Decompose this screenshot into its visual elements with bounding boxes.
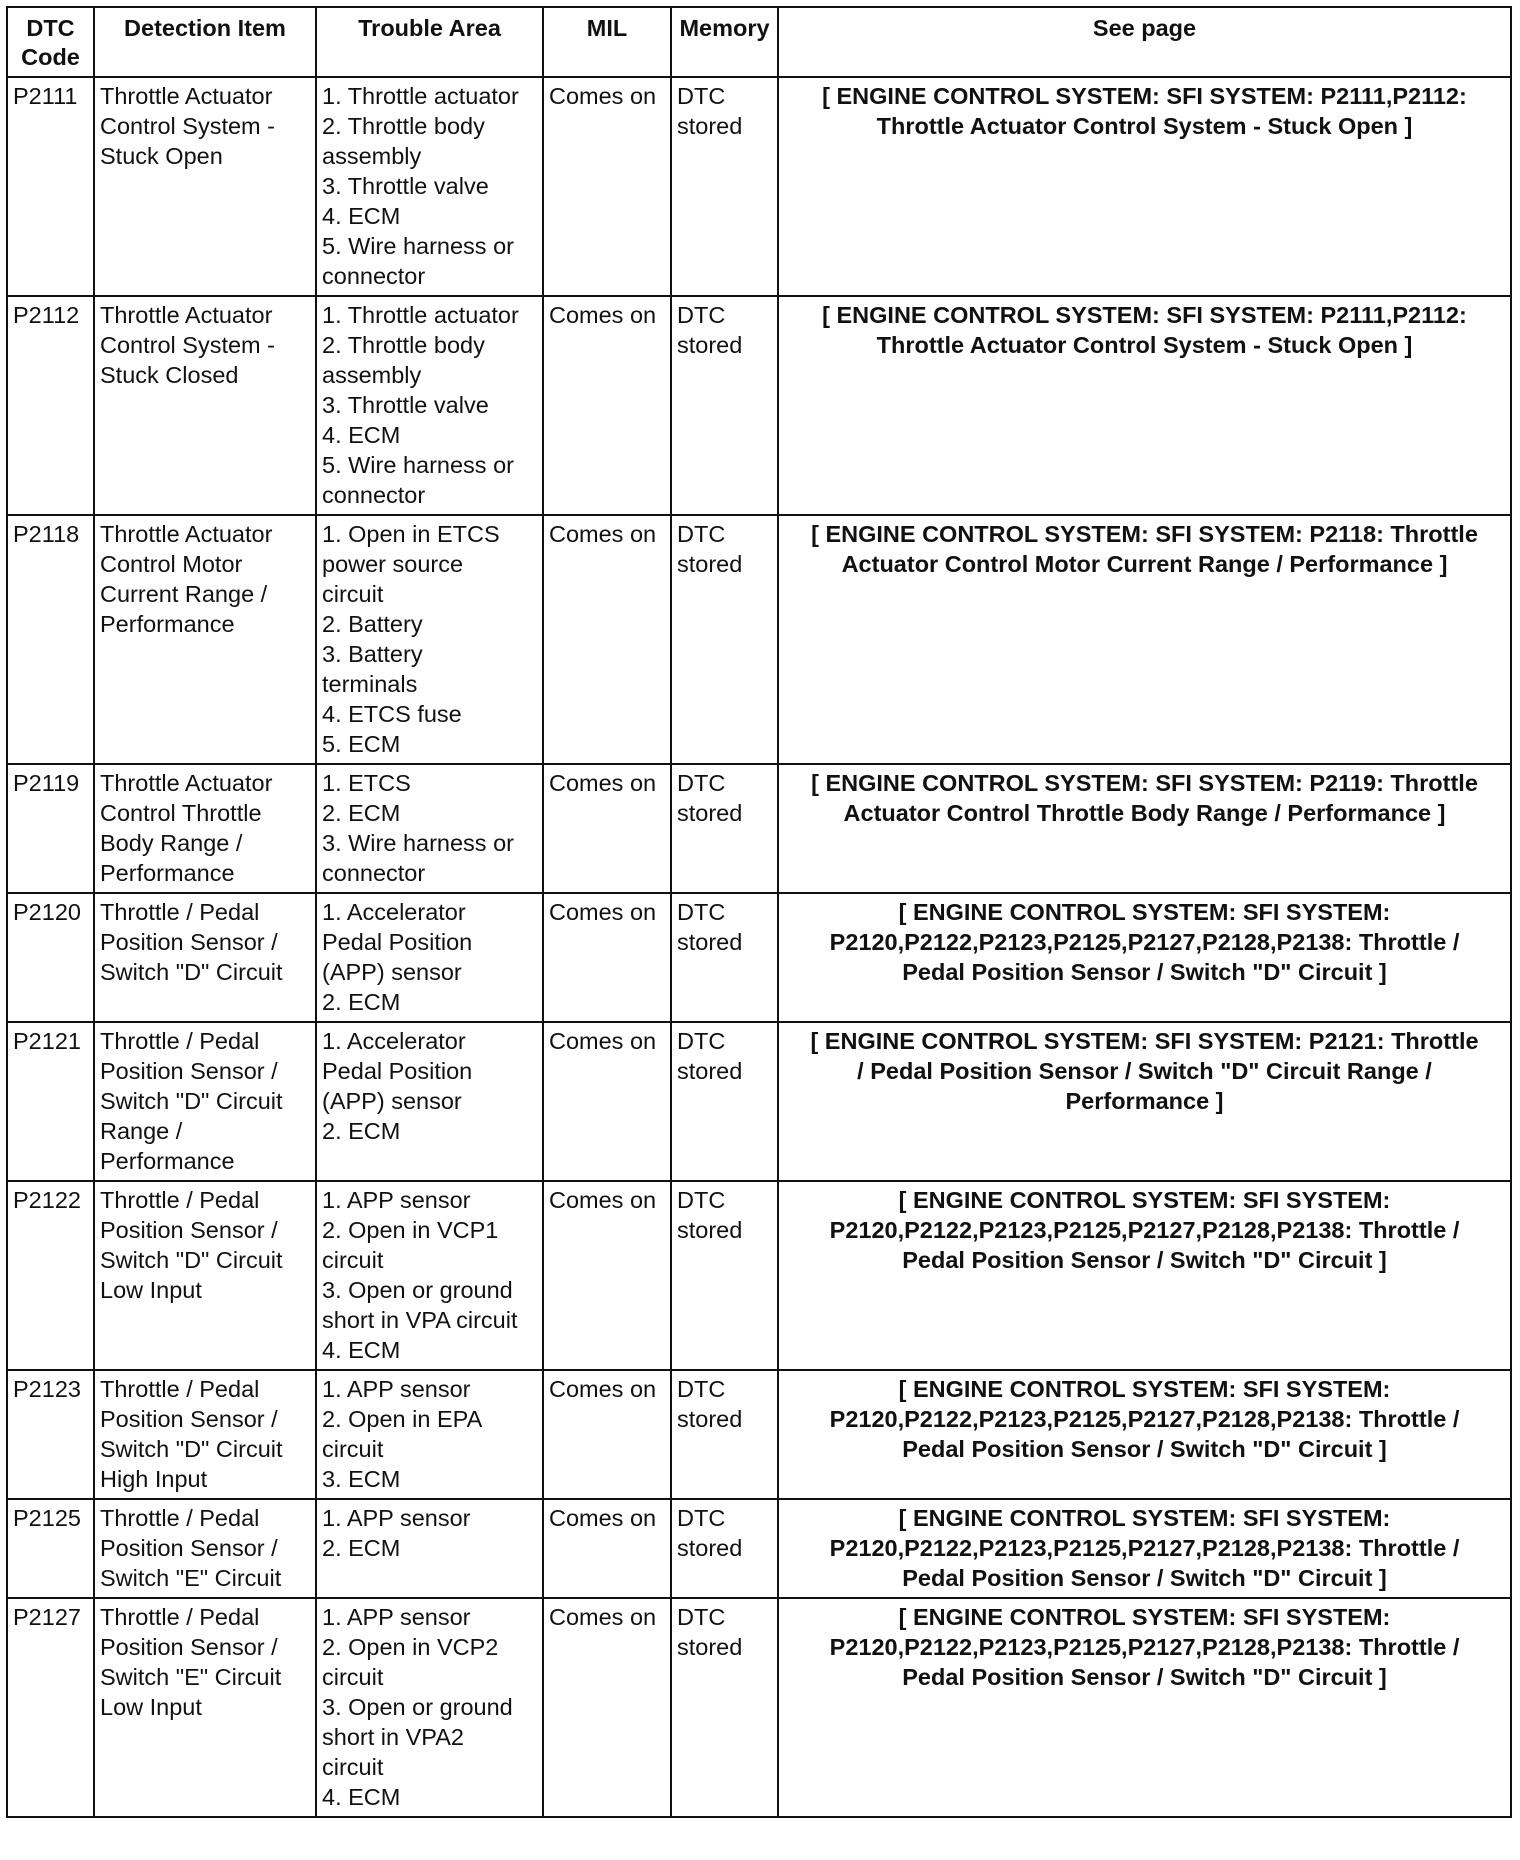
trouble-area-line: 4. ECM — [322, 1337, 401, 1363]
memory-line: DTC — [677, 1376, 726, 1402]
detection-item-line: Position Sensor / — [100, 1406, 278, 1432]
detection-item-line: Throttle / Pedal — [100, 1028, 260, 1054]
trouble-area-line: 2. ECM — [322, 1535, 401, 1561]
table-row — [7, 764, 1511, 893]
table-row — [7, 1598, 1511, 1817]
memory-line: stored — [677, 113, 743, 139]
header-detection-item: Detection Item — [94, 7, 316, 77]
table-row — [7, 1499, 1511, 1598]
detection-item-line: Throttle Actuator — [100, 83, 273, 109]
detection-item-line: Position Sensor / — [100, 1634, 278, 1660]
mil-cell: Comes on — [543, 1022, 671, 1181]
memory-line: stored — [677, 1634, 743, 1660]
trouble-area-line: 2. Throttle body — [322, 113, 485, 139]
detection-item-line: Throttle / Pedal — [100, 1604, 260, 1630]
detection-item-line: Throttle Actuator — [100, 302, 273, 328]
detection-item-line: Control Motor — [100, 551, 243, 577]
dtc-code-cell: P2127 — [7, 1598, 94, 1817]
trouble-area-cell — [316, 764, 543, 893]
mil-cell: Comes on — [543, 1370, 671, 1499]
memory-cell — [671, 77, 778, 296]
trouble-area-line: circuit — [322, 1664, 384, 1690]
detection-item-line: Position Sensor / — [100, 1058, 278, 1084]
trouble-area-line: connector — [322, 482, 426, 508]
trouble-area-line: power source — [322, 551, 464, 577]
dtc-code-cell: P2122 — [7, 1181, 94, 1370]
trouble-area-line: 1. APP sensor — [322, 1604, 471, 1630]
dtc-code-cell: P2121 — [7, 1022, 94, 1181]
trouble-area-line: assembly — [322, 362, 422, 388]
memory-line: DTC — [677, 1187, 726, 1213]
trouble-area-line: 3. Throttle valve — [322, 173, 489, 199]
dtc-code-cell: P2112 — [7, 296, 94, 515]
memory-line: DTC — [677, 1505, 726, 1531]
trouble-area-line: 1. Throttle actuator — [322, 83, 519, 109]
trouble-area-cell — [316, 893, 543, 1022]
detection-item-cell — [94, 1598, 316, 1817]
mil-cell: Comes on — [543, 77, 671, 296]
trouble-area-cell — [316, 77, 543, 296]
trouble-area-line: 2. ECM — [322, 800, 401, 826]
see-page-line: [ ENGINE CONTROL SYSTEM: SFI SYSTEM: — [898, 1187, 1391, 1213]
memory-cell — [671, 296, 778, 515]
trouble-area-line: 2. Throttle body — [322, 332, 485, 358]
header-dtc-code-line-1: DTC — [26, 15, 75, 41]
see-page-link[interactable] — [778, 1370, 1511, 1499]
table-row — [7, 1370, 1511, 1499]
detection-item-line: Switch "D" Circuit — [100, 1247, 283, 1273]
trouble-area-line: 1. Throttle actuator — [322, 302, 519, 328]
memory-line: stored — [677, 551, 743, 577]
see-page-link[interactable] — [778, 893, 1511, 1022]
trouble-area-line: 3. Open or ground — [322, 1277, 513, 1303]
see-page-line: [ ENGINE CONTROL SYSTEM: SFI SYSTEM: P2119: Throttle — [811, 770, 1478, 796]
see-page-line: [ ENGINE CONTROL SYSTEM: SFI SYSTEM: P2111,P2112: — [822, 83, 1467, 109]
detection-item-line: Body Range / — [100, 830, 243, 856]
memory-line: DTC — [677, 899, 726, 925]
detection-item-line: Throttle / Pedal — [100, 1376, 260, 1402]
detection-item-line: Stuck Open — [100, 143, 223, 169]
trouble-area-line: short in VPA2 — [322, 1724, 464, 1750]
memory-cell — [671, 1022, 778, 1181]
memory-line: stored — [677, 332, 743, 358]
trouble-area-line: (APP) sensor — [322, 1088, 462, 1114]
trouble-area-line: Pedal Position — [322, 929, 473, 955]
mil-cell: Comes on — [543, 1181, 671, 1370]
detection-item-line: Position Sensor / — [100, 1535, 278, 1561]
detection-item-line: High Input — [100, 1466, 208, 1492]
trouble-area-line: connector — [322, 860, 426, 886]
memory-line: DTC — [677, 521, 726, 547]
see-page-link[interactable] — [778, 1181, 1511, 1370]
memory-cell — [671, 1370, 778, 1499]
trouble-area-line: 4. ETCS fuse — [322, 701, 462, 727]
see-page-line: [ ENGINE CONTROL SYSTEM: SFI SYSTEM: P2121: Throttle — [810, 1028, 1479, 1054]
detection-item-line: Switch "E" Circuit — [100, 1565, 282, 1591]
detection-item-line: Switch "E" Circuit — [100, 1664, 282, 1690]
table-row — [7, 1022, 1511, 1181]
see-page-line: Pedal Position Sensor / Switch "D" Circuit ] — [902, 959, 1387, 985]
dtc-table — [6, 6, 1512, 1818]
mil-cell: Comes on — [543, 1598, 671, 1817]
detection-item-cell — [94, 893, 316, 1022]
detection-item-cell — [94, 1499, 316, 1598]
detection-item-line: Control Throttle — [100, 800, 262, 826]
trouble-area-line: 1. Accelerator — [322, 899, 466, 925]
see-page-line: Actuator Control Throttle Body Range / Performance ] — [843, 800, 1446, 826]
detection-item-cell — [94, 1022, 316, 1181]
detection-item-line: Range / — [100, 1118, 183, 1144]
table-header-row — [7, 7, 1511, 77]
trouble-area-line: circuit — [322, 1247, 384, 1273]
memory-cell — [671, 893, 778, 1022]
memory-cell — [671, 1499, 778, 1598]
memory-line: DTC — [677, 770, 726, 796]
see-page-line: Pedal Position Sensor / Switch "D" Circuit ] — [902, 1664, 1387, 1690]
detection-item-line: Performance — [100, 860, 235, 886]
see-page-line: P2120,P2122,P2123,P2125,P2127,P2128,P2138: Throttle / — [829, 929, 1460, 955]
detection-item-line: Low Input — [100, 1694, 202, 1720]
table-row — [7, 1181, 1511, 1370]
trouble-area-cell — [316, 1370, 543, 1499]
memory-cell — [671, 1598, 778, 1817]
trouble-area-cell — [316, 296, 543, 515]
detection-item-line: Performance — [100, 611, 235, 637]
dtc-code-cell: P2118 — [7, 515, 94, 764]
see-page-line: [ ENGINE CONTROL SYSTEM: SFI SYSTEM: — [898, 1604, 1391, 1630]
trouble-area-cell — [316, 1022, 543, 1181]
trouble-area-line: circuit — [322, 581, 384, 607]
trouble-area-line: 4. ECM — [322, 422, 401, 448]
header-trouble-area: Trouble Area — [316, 7, 543, 77]
trouble-area-line: 5. ECM — [322, 731, 401, 757]
detection-item-line: Throttle Actuator — [100, 770, 273, 796]
see-page-line: P2120,P2122,P2123,P2125,P2127,P2128,P2138: Throttle / — [829, 1535, 1460, 1561]
header-see-page: See page — [778, 7, 1511, 77]
detection-item-line: Throttle / Pedal — [100, 1505, 260, 1531]
trouble-area-line: circuit — [322, 1436, 384, 1462]
trouble-area-line: 2. Open in VCP2 — [322, 1634, 499, 1660]
header-dtc-code-line-2: Code — [21, 44, 80, 70]
detection-item-cell — [94, 764, 316, 893]
detection-item-line: Position Sensor / — [100, 1217, 278, 1243]
trouble-area-line: 4. ECM — [322, 203, 401, 229]
trouble-area-line: 2. Battery — [322, 611, 423, 637]
trouble-area-line: 3. Wire harness or — [322, 830, 514, 856]
detection-item-line: Switch "D" Circuit — [100, 959, 283, 985]
see-page-line: Performance ] — [1065, 1088, 1224, 1114]
header-memory: Memory — [671, 7, 778, 77]
detection-item-line: Switch "D" Circuit — [100, 1088, 283, 1114]
detection-item-line: Performance — [100, 1148, 235, 1174]
trouble-area-line: 4. ECM — [322, 1784, 401, 1810]
see-page-line: [ ENGINE CONTROL SYSTEM: SFI SYSTEM: P2111,P2112: — [822, 302, 1467, 328]
dtc-code-cell: P2125 — [7, 1499, 94, 1598]
detection-item-line: Current Range / — [100, 581, 268, 607]
dtc-code-cell: P2123 — [7, 1370, 94, 1499]
trouble-area-line: 1. APP sensor — [322, 1376, 471, 1402]
dtc-code-cell: P2111 — [7, 77, 94, 296]
detection-item-cell — [94, 515, 316, 764]
trouble-area-line: 2. ECM — [322, 1118, 401, 1144]
trouble-area-line: 3. Open or ground — [322, 1694, 513, 1720]
dtc-code-cell: P2119 — [7, 764, 94, 893]
see-page-line: [ ENGINE CONTROL SYSTEM: SFI SYSTEM: — [898, 1376, 1391, 1402]
trouble-area-line: connector — [322, 263, 426, 289]
memory-line: stored — [677, 800, 743, 826]
trouble-area-line: terminals — [322, 671, 418, 697]
trouble-area-line: 2. Open in VCP1 — [322, 1217, 499, 1243]
mil-cell: Comes on — [543, 1499, 671, 1598]
trouble-area-line: 3. ECM — [322, 1466, 401, 1492]
trouble-area-line: 1. APP sensor — [322, 1505, 471, 1531]
trouble-area-line: 3. Battery — [322, 641, 423, 667]
see-page-line: Throttle Actuator Control System - Stuck Open ] — [876, 113, 1413, 139]
detection-item-line: Position Sensor / — [100, 929, 278, 955]
mil-cell: Comes on — [543, 764, 671, 893]
see-page-link[interactable] — [778, 296, 1511, 515]
see-page-line: [ ENGINE CONTROL SYSTEM: SFI SYSTEM: — [898, 1505, 1391, 1531]
trouble-area-cell — [316, 1181, 543, 1370]
trouble-area-line: (APP) sensor — [322, 959, 462, 985]
trouble-area-line: Pedal Position — [322, 1058, 473, 1084]
see-page-link[interactable] — [778, 515, 1511, 764]
trouble-area-line: 1. Open in ETCS — [322, 521, 500, 547]
see-page-line: P2120,P2122,P2123,P2125,P2127,P2128,P2138: Throttle / — [829, 1406, 1460, 1432]
trouble-area-cell — [316, 1598, 543, 1817]
see-page-line: / Pedal Position Sensor / Switch "D" Circuit Range / — [857, 1058, 1432, 1084]
see-page-line: Actuator Control Motor Current Range / Performance ] — [841, 551, 1448, 577]
trouble-area-cell — [316, 1499, 543, 1598]
mil-cell: Comes on — [543, 893, 671, 1022]
memory-line: stored — [677, 1058, 743, 1084]
memory-line: stored — [677, 1217, 743, 1243]
trouble-area-line: 2. Open in EPA — [322, 1406, 483, 1432]
detection-item-line: Throttle / Pedal — [100, 1187, 260, 1213]
trouble-area-line: 1. Accelerator — [322, 1028, 466, 1054]
detection-item-line: Throttle / Pedal — [100, 899, 260, 925]
detection-item-line: Low Input — [100, 1277, 202, 1303]
memory-cell — [671, 764, 778, 893]
detection-item-cell — [94, 1370, 316, 1499]
memory-line: stored — [677, 1535, 743, 1561]
mil-cell: Comes on — [543, 515, 671, 764]
trouble-area-line: 1. ETCS — [322, 770, 411, 796]
see-page-link[interactable] — [778, 764, 1511, 893]
table-row — [7, 296, 1511, 515]
memory-line: DTC — [677, 1604, 726, 1630]
see-page-link[interactable] — [778, 77, 1511, 296]
see-page-link[interactable] — [778, 1499, 1511, 1598]
memory-line: DTC — [677, 302, 726, 328]
detection-item-line: Switch "D" Circuit — [100, 1436, 283, 1462]
dtc-code-cell: P2120 — [7, 893, 94, 1022]
see-page-line: Pedal Position Sensor / Switch "D" Circuit ] — [902, 1565, 1387, 1591]
detection-item-cell — [94, 296, 316, 515]
table-row — [7, 515, 1511, 764]
memory-cell — [671, 1181, 778, 1370]
table-row — [7, 893, 1511, 1022]
see-page-line: Pedal Position Sensor / Switch "D" Circuit ] — [902, 1247, 1387, 1273]
see-page-line: [ ENGINE CONTROL SYSTEM: SFI SYSTEM: P2118: Throttle — [811, 521, 1478, 547]
table-row — [7, 77, 1511, 296]
see-page-line: Throttle Actuator Control System - Stuck Open ] — [876, 332, 1413, 358]
trouble-area-line: 1. APP sensor — [322, 1187, 471, 1213]
detection-item-line: Control System - — [100, 113, 275, 139]
mil-cell: Comes on — [543, 296, 671, 515]
trouble-area-line: 5. Wire harness or — [322, 452, 514, 478]
see-page-line: P2120,P2122,P2123,P2125,P2127,P2128,P2138: Throttle / — [829, 1217, 1460, 1243]
memory-line: DTC — [677, 83, 726, 109]
trouble-area-line: short in VPA circuit — [322, 1307, 518, 1333]
memory-cell — [671, 515, 778, 764]
see-page-line: P2120,P2122,P2123,P2125,P2127,P2128,P2138: Throttle / — [829, 1634, 1460, 1660]
see-page-link[interactable] — [778, 1598, 1511, 1817]
memory-line: stored — [677, 929, 743, 955]
detection-item-cell — [94, 77, 316, 296]
header-dtc-code — [7, 7, 94, 77]
detection-item-cell — [94, 1181, 316, 1370]
table-body — [7, 77, 1511, 1817]
trouble-area-line: 3. Throttle valve — [322, 392, 489, 418]
see-page-line: [ ENGINE CONTROL SYSTEM: SFI SYSTEM: — [898, 899, 1391, 925]
detection-item-line: Control System - — [100, 332, 275, 358]
trouble-area-line: circuit — [322, 1754, 384, 1780]
detection-item-line: Stuck Closed — [100, 362, 239, 388]
trouble-area-line: assembly — [322, 143, 422, 169]
trouble-area-cell — [316, 515, 543, 764]
see-page-link[interactable] — [778, 1022, 1511, 1181]
trouble-area-line: 2. ECM — [322, 989, 401, 1015]
trouble-area-line: 5. Wire harness or — [322, 233, 514, 259]
memory-line: DTC — [677, 1028, 726, 1054]
memory-line: stored — [677, 1406, 743, 1432]
see-page-line: Pedal Position Sensor / Switch "D" Circuit ] — [902, 1436, 1387, 1462]
header-mil: MIL — [543, 7, 671, 77]
detection-item-line: Throttle Actuator — [100, 521, 273, 547]
